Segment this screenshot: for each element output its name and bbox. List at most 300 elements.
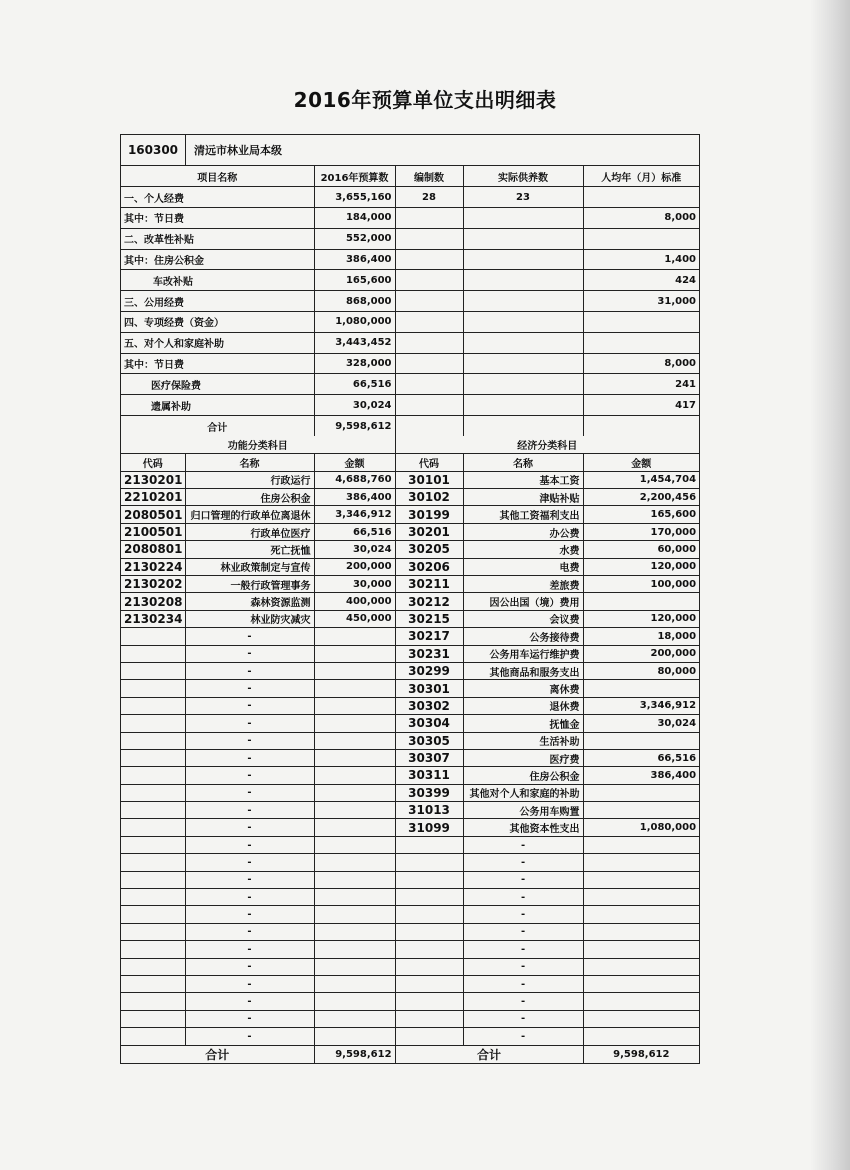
header-famount: 金额 bbox=[314, 454, 395, 471]
function-name: - bbox=[185, 732, 314, 749]
economic-code bbox=[395, 906, 463, 923]
function-amount bbox=[314, 1028, 395, 1045]
per-capita-standard bbox=[583, 312, 699, 333]
economic-amount bbox=[583, 593, 699, 610]
detail-row bbox=[121, 975, 699, 992]
item-name: 一、个人经费 bbox=[121, 187, 314, 208]
function-code: 2130234 bbox=[121, 610, 185, 627]
function-name: 森林资源监测 bbox=[185, 593, 314, 610]
detail-row bbox=[121, 558, 699, 575]
detail-row bbox=[121, 1010, 699, 1027]
detail-row bbox=[121, 871, 699, 888]
detail-row bbox=[121, 767, 699, 784]
detail-row bbox=[121, 610, 699, 627]
economic-amount bbox=[583, 871, 699, 888]
function-section-title: 功能分类科目 bbox=[121, 436, 395, 453]
summary-row bbox=[121, 187, 699, 208]
economic-code: 30199 bbox=[395, 506, 463, 523]
page-title: 2016年预算单位支出明细表 bbox=[293, 88, 557, 112]
detail-row bbox=[121, 941, 699, 958]
function-name: - bbox=[185, 958, 314, 975]
header-fname: 名称 bbox=[185, 454, 314, 471]
economic-name: - bbox=[463, 993, 583, 1010]
economic-code bbox=[395, 958, 463, 975]
economic-name: - bbox=[463, 871, 583, 888]
economic-name: - bbox=[463, 1028, 583, 1045]
function-code bbox=[121, 854, 185, 871]
economic-name: 其他商品和服务支出 bbox=[463, 662, 583, 679]
per-capita-standard bbox=[583, 416, 699, 437]
economic-amount bbox=[583, 802, 699, 819]
actual-count bbox=[463, 332, 583, 353]
economic-name: 医疗费 bbox=[463, 749, 583, 766]
detail-row bbox=[121, 836, 699, 853]
economic-name: 会议费 bbox=[463, 610, 583, 627]
staff-count bbox=[395, 374, 463, 395]
economic-section-title: 经济分类科目 bbox=[395, 436, 699, 453]
function-code bbox=[121, 871, 185, 888]
budget-amount: 3,655,160 bbox=[314, 187, 395, 208]
summary-row bbox=[121, 332, 699, 353]
detail-row bbox=[121, 732, 699, 749]
detail-row bbox=[121, 506, 699, 523]
function-amount: 66,516 bbox=[314, 523, 395, 540]
function-code bbox=[121, 993, 185, 1010]
actual-count bbox=[463, 395, 583, 416]
function-amount bbox=[314, 767, 395, 784]
function-code bbox=[121, 923, 185, 940]
function-amount bbox=[314, 680, 395, 697]
economic-amount: 3,346,912 bbox=[583, 697, 699, 714]
paper-edge bbox=[810, 0, 850, 1170]
detail-row bbox=[121, 802, 699, 819]
function-name: - bbox=[185, 697, 314, 714]
economic-code: 30205 bbox=[395, 541, 463, 558]
function-name: 归口管理的行政单位离退休 bbox=[185, 506, 314, 523]
economic-code: 30201 bbox=[395, 523, 463, 540]
economic-name: - bbox=[463, 975, 583, 992]
economic-code: 30307 bbox=[395, 749, 463, 766]
detail-row bbox=[121, 471, 699, 488]
budget-amount: 868,000 bbox=[314, 291, 395, 312]
actual-count: 23 bbox=[463, 187, 583, 208]
economic-code: 30212 bbox=[395, 593, 463, 610]
economic-total: 9,598,612 bbox=[583, 1045, 699, 1063]
per-capita-standard: 31,000 bbox=[583, 291, 699, 312]
header-budget: 2016年预算数 bbox=[314, 166, 395, 187]
function-amount bbox=[314, 715, 395, 732]
economic-amount: 100,000 bbox=[583, 575, 699, 592]
economic-amount bbox=[583, 1010, 699, 1027]
function-amount bbox=[314, 697, 395, 714]
economic-code bbox=[395, 836, 463, 853]
function-name: 住房公积金 bbox=[185, 489, 314, 506]
economic-code bbox=[395, 923, 463, 940]
budget-amount: 165,600 bbox=[314, 270, 395, 291]
function-code bbox=[121, 889, 185, 906]
function-amount: 450,000 bbox=[314, 610, 395, 627]
function-code bbox=[121, 697, 185, 714]
function-name: - bbox=[185, 871, 314, 888]
economic-amount: 120,000 bbox=[583, 610, 699, 627]
function-name: - bbox=[185, 993, 314, 1010]
economic-name: 生活补助 bbox=[463, 732, 583, 749]
economic-code: 30399 bbox=[395, 784, 463, 801]
economic-code bbox=[395, 975, 463, 992]
economic-amount bbox=[583, 854, 699, 871]
function-total: 9,598,612 bbox=[314, 1045, 395, 1063]
per-capita-standard bbox=[583, 332, 699, 353]
unit-code: 160300 bbox=[121, 135, 186, 165]
staff-count: 28 bbox=[395, 187, 463, 208]
per-capita-standard: 8,000 bbox=[583, 353, 699, 374]
function-name: 行政运行 bbox=[185, 471, 314, 488]
economic-amount bbox=[583, 923, 699, 940]
economic-code: 30311 bbox=[395, 767, 463, 784]
budget-amount: 9,598,612 bbox=[314, 416, 395, 437]
economic-name: - bbox=[463, 1010, 583, 1027]
header-item-name: 项目名称 bbox=[121, 166, 314, 187]
budget-amount: 552,000 bbox=[314, 228, 395, 249]
economic-amount bbox=[583, 993, 699, 1010]
detail-row bbox=[121, 628, 699, 645]
function-amount bbox=[314, 836, 395, 853]
function-code: 2080501 bbox=[121, 506, 185, 523]
function-amount bbox=[314, 889, 395, 906]
item-name: 遗属补助 bbox=[121, 395, 314, 416]
function-amount: 4,688,760 bbox=[314, 471, 395, 488]
summary-row bbox=[121, 353, 699, 374]
economic-name: - bbox=[463, 923, 583, 940]
function-code bbox=[121, 749, 185, 766]
economic-amount: 2,200,456 bbox=[583, 489, 699, 506]
economic-code: 30299 bbox=[395, 662, 463, 679]
economic-code bbox=[395, 993, 463, 1010]
economic-code bbox=[395, 889, 463, 906]
summary-row bbox=[121, 270, 699, 291]
economic-name: - bbox=[463, 958, 583, 975]
economic-name: 津贴补贴 bbox=[463, 489, 583, 506]
economic-name: 退休费 bbox=[463, 697, 583, 714]
economic-name: 电费 bbox=[463, 558, 583, 575]
economic-code: 30211 bbox=[395, 575, 463, 592]
detail-row bbox=[121, 854, 699, 871]
actual-count bbox=[463, 416, 583, 437]
actual-count bbox=[463, 208, 583, 229]
detail-row bbox=[121, 523, 699, 540]
item-name: 车改补贴 bbox=[121, 270, 314, 291]
economic-name: 其他对个人和家庭的补助 bbox=[463, 784, 583, 801]
unit-name: 清远市林业局本级 bbox=[194, 144, 282, 157]
economic-total-label: 合计 bbox=[395, 1045, 583, 1063]
header-staff: 编制数 bbox=[395, 166, 463, 187]
function-name: - bbox=[185, 836, 314, 853]
function-name: - bbox=[185, 749, 314, 766]
function-name: 一般行政管理事务 bbox=[185, 575, 314, 592]
per-capita-standard: 424 bbox=[583, 270, 699, 291]
function-amount bbox=[314, 941, 395, 958]
staff-count bbox=[395, 312, 463, 333]
actual-count bbox=[463, 312, 583, 333]
function-name: - bbox=[185, 767, 314, 784]
function-code bbox=[121, 819, 185, 836]
economic-code: 30231 bbox=[395, 645, 463, 662]
staff-count bbox=[395, 249, 463, 270]
function-name: 死亡抚恤 bbox=[185, 541, 314, 558]
economic-amount bbox=[583, 1028, 699, 1045]
budget-amount: 1,080,000 bbox=[314, 312, 395, 333]
staff-count bbox=[395, 270, 463, 291]
economic-name: 其他工资福利支出 bbox=[463, 506, 583, 523]
economic-amount bbox=[583, 732, 699, 749]
function-amount: 30,000 bbox=[314, 575, 395, 592]
item-name: 其中：住房公积金 bbox=[121, 249, 314, 270]
function-name: - bbox=[185, 941, 314, 958]
economic-name: 因公出国（境）费用 bbox=[463, 593, 583, 610]
function-code bbox=[121, 975, 185, 992]
economic-name: 住房公积金 bbox=[463, 767, 583, 784]
item-name: 二、改革性补贴 bbox=[121, 228, 314, 249]
function-amount bbox=[314, 993, 395, 1010]
function-amount bbox=[314, 662, 395, 679]
function-amount: 30,024 bbox=[314, 541, 395, 558]
economic-name: 基本工资 bbox=[463, 471, 583, 488]
economic-code: 31013 bbox=[395, 802, 463, 819]
economic-amount: 1,454,704 bbox=[583, 471, 699, 488]
header-actual: 实际供养数 bbox=[463, 166, 583, 187]
header-standard: 人均年（月）标准 bbox=[583, 166, 699, 187]
detail-header-row bbox=[121, 454, 699, 471]
budget-amount: 3,443,452 bbox=[314, 332, 395, 353]
function-code bbox=[121, 836, 185, 853]
function-code: 2130208 bbox=[121, 593, 185, 610]
economic-name: - bbox=[463, 854, 583, 871]
function-name: - bbox=[185, 628, 314, 645]
economic-name: 水费 bbox=[463, 541, 583, 558]
function-amount bbox=[314, 1010, 395, 1027]
function-code: 2130202 bbox=[121, 575, 185, 592]
economic-amount: 120,000 bbox=[583, 558, 699, 575]
economic-code: 30304 bbox=[395, 715, 463, 732]
economic-amount: 170,000 bbox=[583, 523, 699, 540]
summary-table bbox=[121, 166, 699, 436]
economic-code: 30301 bbox=[395, 680, 463, 697]
function-code: 2080801 bbox=[121, 541, 185, 558]
header-ecode: 代码 bbox=[395, 454, 463, 471]
economic-code: 30305 bbox=[395, 732, 463, 749]
header-eamount: 金额 bbox=[583, 454, 699, 471]
function-name: - bbox=[185, 645, 314, 662]
function-name: - bbox=[185, 802, 314, 819]
function-total-label: 合计 bbox=[121, 1045, 314, 1063]
detail-row bbox=[121, 593, 699, 610]
economic-name: 办公费 bbox=[463, 523, 583, 540]
function-name: - bbox=[185, 1010, 314, 1027]
function-amount: 386,400 bbox=[314, 489, 395, 506]
detail-row bbox=[121, 906, 699, 923]
detail-row bbox=[121, 645, 699, 662]
function-code bbox=[121, 680, 185, 697]
economic-amount: 66,516 bbox=[583, 749, 699, 766]
economic-amount bbox=[583, 784, 699, 801]
function-name: - bbox=[185, 889, 314, 906]
function-name: 林业防灾减灾 bbox=[185, 610, 314, 627]
function-code: 2210201 bbox=[121, 489, 185, 506]
detail-row bbox=[121, 489, 699, 506]
detail-row bbox=[121, 784, 699, 801]
summary-row bbox=[121, 208, 699, 229]
function-code bbox=[121, 906, 185, 923]
function-code bbox=[121, 628, 185, 645]
budget-amount: 184,000 bbox=[314, 208, 395, 229]
economic-amount bbox=[583, 975, 699, 992]
staff-count bbox=[395, 353, 463, 374]
economic-code bbox=[395, 1028, 463, 1045]
economic-code bbox=[395, 854, 463, 871]
economic-name: 公务接待费 bbox=[463, 628, 583, 645]
summary-row bbox=[121, 291, 699, 312]
economic-code: 30217 bbox=[395, 628, 463, 645]
per-capita-standard bbox=[583, 187, 699, 208]
summary-row bbox=[121, 374, 699, 395]
detail-row bbox=[121, 923, 699, 940]
economic-name: 抚恤金 bbox=[463, 715, 583, 732]
detail-row bbox=[121, 819, 699, 836]
function-code bbox=[121, 958, 185, 975]
per-capita-standard: 1,400 bbox=[583, 249, 699, 270]
economic-code: 31099 bbox=[395, 819, 463, 836]
function-name: - bbox=[185, 854, 314, 871]
budget-amount: 386,400 bbox=[314, 249, 395, 270]
header-fcode: 代码 bbox=[121, 454, 185, 471]
function-code bbox=[121, 662, 185, 679]
economic-name: 公务用车购置 bbox=[463, 802, 583, 819]
function-code: 2130201 bbox=[121, 471, 185, 488]
function-amount bbox=[314, 906, 395, 923]
economic-name: - bbox=[463, 941, 583, 958]
function-code bbox=[121, 1028, 185, 1045]
function-code bbox=[121, 941, 185, 958]
function-amount: 400,000 bbox=[314, 593, 395, 610]
function-code bbox=[121, 645, 185, 662]
function-amount bbox=[314, 645, 395, 662]
detail-row bbox=[121, 889, 699, 906]
economic-name: - bbox=[463, 889, 583, 906]
detail-table bbox=[121, 436, 699, 1062]
function-code bbox=[121, 802, 185, 819]
summary-row bbox=[121, 228, 699, 249]
per-capita-standard bbox=[583, 228, 699, 249]
actual-count bbox=[463, 270, 583, 291]
item-name: 五、对个人和家庭补助 bbox=[121, 332, 314, 353]
economic-code: 30302 bbox=[395, 697, 463, 714]
actual-count bbox=[463, 353, 583, 374]
function-name: - bbox=[185, 680, 314, 697]
function-code: 2130224 bbox=[121, 558, 185, 575]
economic-amount bbox=[583, 941, 699, 958]
function-amount bbox=[314, 749, 395, 766]
header-ename: 名称 bbox=[463, 454, 583, 471]
function-name: - bbox=[185, 784, 314, 801]
item-name: 合计 bbox=[121, 416, 314, 437]
function-code: 2100501 bbox=[121, 523, 185, 540]
function-code bbox=[121, 715, 185, 732]
function-amount bbox=[314, 923, 395, 940]
economic-amount bbox=[583, 906, 699, 923]
function-name: 行政单位医疗 bbox=[185, 523, 314, 540]
economic-amount bbox=[583, 680, 699, 697]
economic-name: 差旅费 bbox=[463, 575, 583, 592]
function-name: 林业政策制定与宣传 bbox=[185, 558, 314, 575]
economic-amount: 165,600 bbox=[583, 506, 699, 523]
unit-header bbox=[121, 135, 699, 166]
economic-code: 30101 bbox=[395, 471, 463, 488]
economic-code bbox=[395, 1010, 463, 1027]
budget-amount: 66,516 bbox=[314, 374, 395, 395]
item-name: 四、专项经费（资金） bbox=[121, 312, 314, 333]
detail-section-row bbox=[121, 436, 699, 453]
per-capita-standard: 241 bbox=[583, 374, 699, 395]
budget-table bbox=[120, 134, 700, 1064]
function-code bbox=[121, 1010, 185, 1027]
item-name: 其中：节日费 bbox=[121, 353, 314, 374]
actual-count bbox=[463, 228, 583, 249]
economic-amount bbox=[583, 836, 699, 853]
detail-row bbox=[121, 575, 699, 592]
detail-row bbox=[121, 697, 699, 714]
economic-code: 30215 bbox=[395, 610, 463, 627]
function-code bbox=[121, 732, 185, 749]
function-name: - bbox=[185, 662, 314, 679]
economic-amount: 80,000 bbox=[583, 662, 699, 679]
function-amount bbox=[314, 975, 395, 992]
item-name: 其中：节日费 bbox=[121, 208, 314, 229]
summary-row bbox=[121, 416, 699, 437]
summary-row bbox=[121, 312, 699, 333]
function-amount: 200,000 bbox=[314, 558, 395, 575]
detail-row bbox=[121, 993, 699, 1010]
economic-code bbox=[395, 941, 463, 958]
function-amount bbox=[314, 871, 395, 888]
staff-count bbox=[395, 416, 463, 437]
staff-count bbox=[395, 291, 463, 312]
function-name: - bbox=[185, 1028, 314, 1045]
detail-row bbox=[121, 662, 699, 679]
actual-count bbox=[463, 249, 583, 270]
summary-row bbox=[121, 249, 699, 270]
summary-header-row bbox=[121, 166, 699, 187]
function-amount bbox=[314, 958, 395, 975]
function-amount bbox=[314, 628, 395, 645]
detail-total-row bbox=[121, 1045, 699, 1063]
staff-count bbox=[395, 395, 463, 416]
detail-row bbox=[121, 749, 699, 766]
function-name: - bbox=[185, 923, 314, 940]
economic-amount: 30,024 bbox=[583, 715, 699, 732]
function-amount bbox=[314, 854, 395, 871]
economic-amount: 200,000 bbox=[583, 645, 699, 662]
detail-row bbox=[121, 541, 699, 558]
staff-count bbox=[395, 332, 463, 353]
budget-amount: 30,024 bbox=[314, 395, 395, 416]
function-amount bbox=[314, 732, 395, 749]
per-capita-standard: 8,000 bbox=[583, 208, 699, 229]
staff-count bbox=[395, 208, 463, 229]
item-name: 医疗保险费 bbox=[121, 374, 314, 395]
function-name: - bbox=[185, 819, 314, 836]
function-amount bbox=[314, 802, 395, 819]
economic-amount: 18,000 bbox=[583, 628, 699, 645]
